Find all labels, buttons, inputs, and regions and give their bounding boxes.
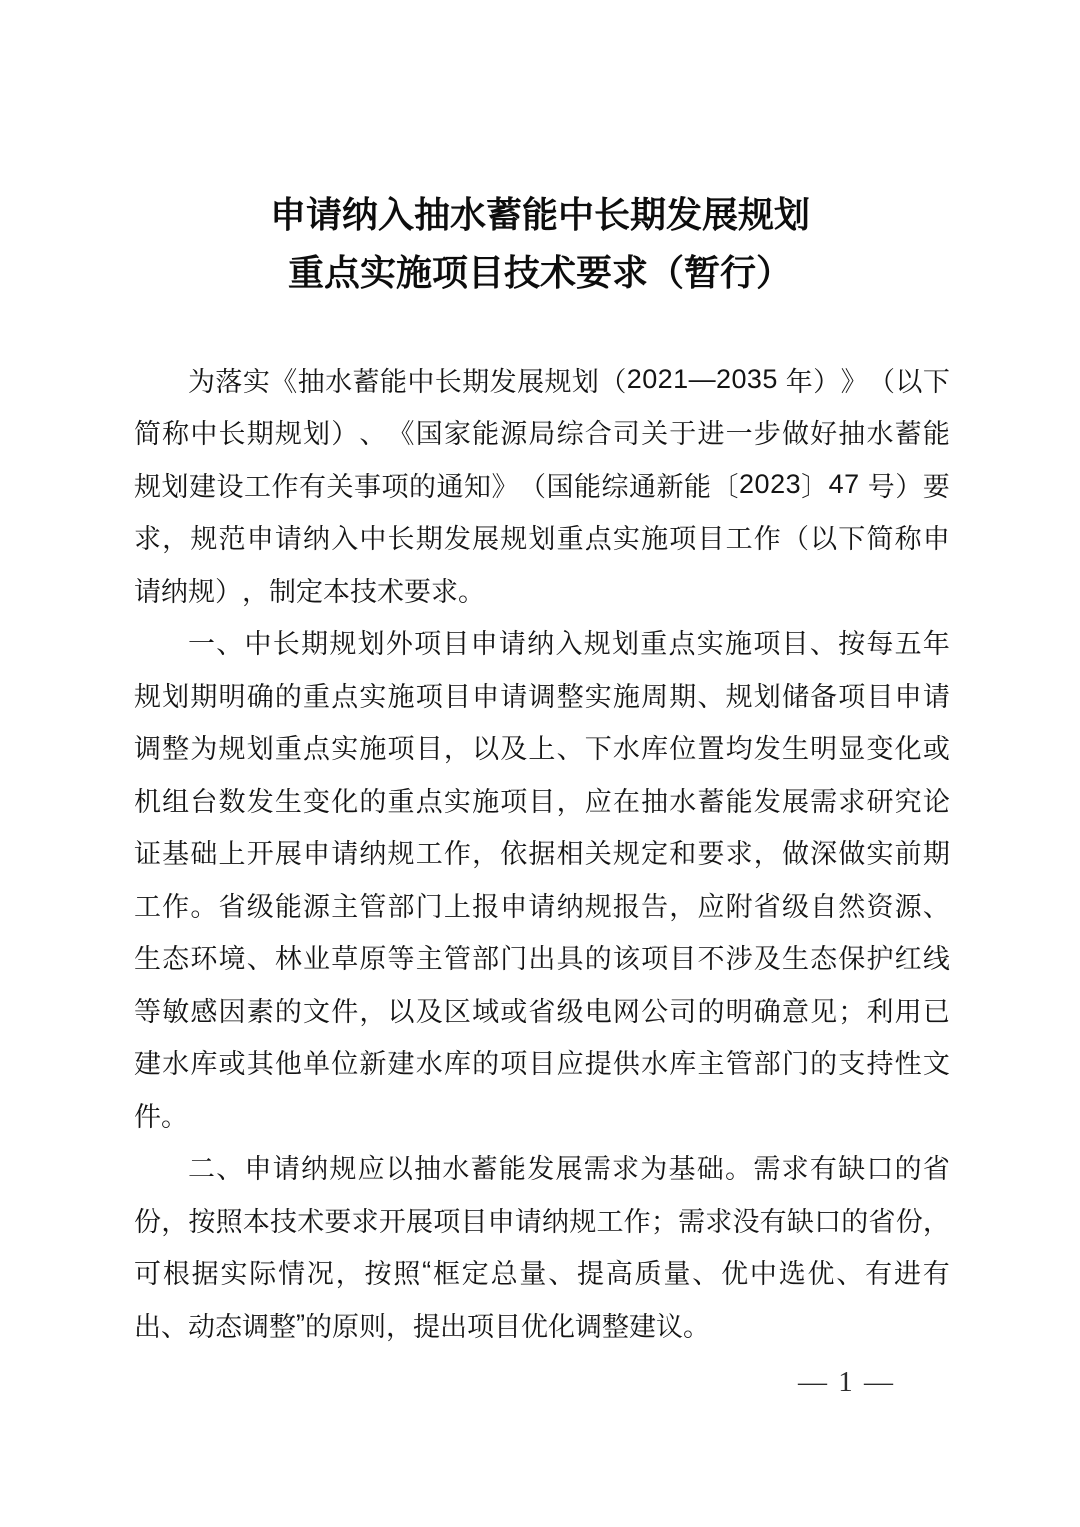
text-line: 调 整 为 规 划 重 点 实 施 项 目 ， 以 及 上 、 下 水 库 位 置 均 发 生 明 显 变 化 或	[134, 734, 950, 765]
title-line-2: 重点实施项目技术要求（暂行）	[287, 252, 792, 293]
text-line: 请 纳 规 ） ， 制 定 本 技 术 要 求 。	[134, 576, 485, 607]
text-line: 二 、 申 请 纳 规 应 以 抽 水 蓄 能 发 展 需 求 为 基 础 。 需 求 有 缺 口 的 省	[188, 1154, 950, 1185]
text-line: 建 水 库 或 其 他 单 位 新 建 水 库 的 项 目 应 提 供 水 库 主 管 部 门 的 支 持 性 文	[134, 1049, 950, 1080]
paragraph-item-1	[134, 616, 950, 1141]
text-line: 工 作 。 省 级 能 源 主 管 部 门 上 报 申 请 纳 规 报 告 ， 应 附 省 级 自 然 资 源 、	[134, 891, 950, 922]
text-line: 规 划 期 明 确 的 重 点 实 施 项 目 申 请 调 整 实 施 周 期 、 规 划 储 备 项 目 申 请	[134, 681, 950, 712]
text-line: 证 基 础 上 开 展 申 请 纳 规 工 作 ， 依 据 相 关 规 定 和 要 求 ， 做 深 做 实 前 期	[134, 839, 950, 870]
text-line: 一 、 中 长 期 规 划 外 项 目 申 请 纳 入 规 划 重 点 实 施 项 目 、 按 每 五 年	[188, 629, 950, 660]
text-line: 规 划 建 设 工 作 有 关 事 项 的 通 知 》 （ 国 能 综 通 新 能 〔 2 0 2 3 〕 4 7 号 ） 要	[134, 468, 950, 502]
title-line-1: 申请纳入抽水蓄能中长期发展规划	[269, 194, 810, 235]
text-line: 为 落 实 《 抽 水 蓄 能 中 长 期 发 展 规 划 （ 2 0 2 1 — 2 0 3 5 年 ） 》 （ 以 下	[188, 363, 950, 397]
page-number: — 1 —	[798, 1366, 895, 1398]
document-body	[134, 353, 950, 1351]
text-line: 机 组 台 数 发 生 变 化 的 重 点 实 施 项 目 ， 应 在 抽 水 蓄 能 发 展 需 求 研 究 论	[134, 786, 950, 817]
text-line: 份 ， 按 照 本 技 术 要 求 开 展 项 目 申 请 纳 规 工 作 ； 需 求 没 有 缺 口 的 省 份 ，	[134, 1206, 950, 1237]
text-line: 等 敏 感 因 素 的 文 件 ， 以 及 区 域 或 省 级 电 网 公 司 的 明 确 意 见 ； 利 用 已	[134, 996, 950, 1027]
text-line: 简 称 中 长 期 规 划 ） 、 《 国 家 能 源 局 综 合 司 关 于 进 一 步 做 好 抽 水 蓄 能	[134, 419, 950, 450]
text-line: 出 、 动 态 调 整 ” 的 原 则 ， 提 出 项 目 优 化 调 整 建 议 。	[134, 1308, 710, 1342]
text-line: 生 态 环 境 、 林 业 草 原 等 主 管 部 门 出 具 的 该 项 目 不 涉 及 生 态 保 护 红 线	[134, 944, 950, 975]
text-line: 件 。	[134, 1101, 188, 1132]
text-line: 求 ， 规 范 申 请 纳 入 中 长 期 发 展 规 划 重 点 实 施 项 目 工 作 （ 以 下 简 称 申	[134, 524, 950, 555]
paragraph-item-2	[134, 1141, 950, 1351]
document-title	[0, 186, 1080, 302]
paragraph-intro	[134, 353, 950, 616]
text-line: 可 根 据 实 际 情 况 ， 按 照 “ 框 定 总 量 、 提 高 质 量 、 优 中 选 优 、 有 进 有	[134, 1256, 950, 1290]
